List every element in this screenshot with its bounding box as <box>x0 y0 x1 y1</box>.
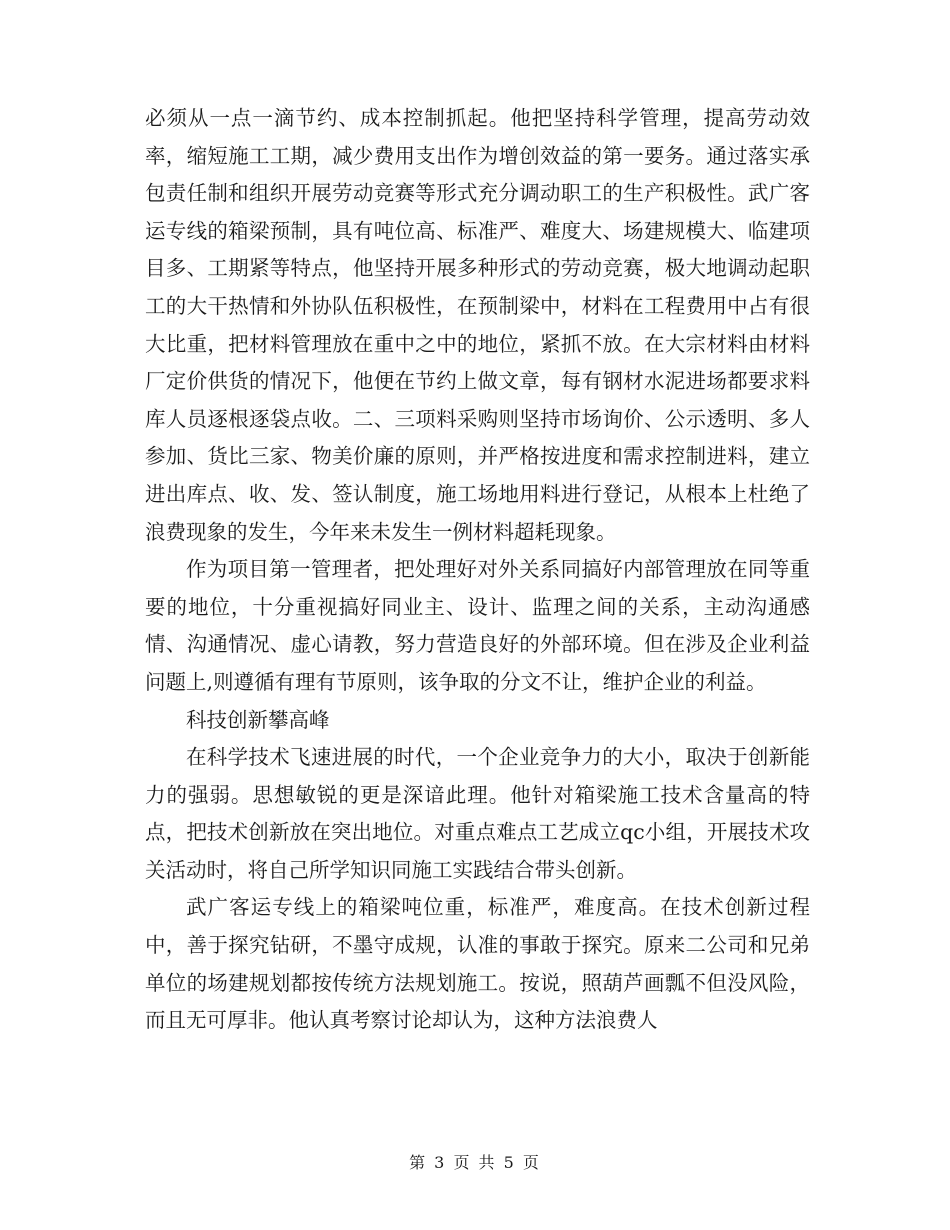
section-heading: 科技创新攀高峰 <box>186 707 330 732</box>
document-body <box>145 100 810 1040</box>
paragraph-cost-control: 必须从一点一滴节约、成本控制抓起。他把坚持科学管理，提高劳动效率，缩短施工工期，减少费用支出作为增创效益的第一要务。通过落实承包责任制和组织开展劳动竞赛等形式充分调动职工的生产积极性。武广客运专线的箱梁预制，具有吨位高、标准严、难度大、场建规模大、临建项目多、工期紧等特点，他坚持开展多种形式的劳动竞赛，极大地调动起职工的大干热情和外协队伍积极性，在预制梁中，材料在工程费用中占有很大比重，把材料管理放在重中之中的地位，紧抓不放。在大宗材料由材料厂定价供货的情况下，他便在节约上做文章，每有钢材水泥进场都要求料库人员逐根逐袋点收。二、三项料采购则坚持市场询价、公示透明、多人参加、货比三家、物美价廉的原则，并严格按进度和需求控制进料，建立进出库点、收、发、签认制度，施工场地用料进行登记，从根本上杜绝了浪费现象的发生，今年来未发生一例材料超耗现象。 <box>145 106 810 544</box>
paragraph-external-relations: 作为项目第一管理者，把处理好对外关系同搞好内部管理放在同等重要的地位，十分重视搞好同业主、设计、监理之间的关系，主动沟通感情、沟通情况、虚心请教，努力营造良好的外部环境。但在涉及企业利益问题上,则遵循有理有节原则，该争取的分文不让，维护企业的利益。 <box>145 557 810 694</box>
paragraph-box-girder: 武广客运专线上的箱梁吨位重，标准严，难度高。在技术创新过程中，善于探究钻研，不墨守成规，认准的事敢于探究。原来二公司和兄弟单位的场建规划都按传统方法规划施工。按说，照葫芦画瓢不但没风险，而且无可厚非。他认真考察讨论却认为，这种方法浪费人 <box>145 895 810 1033</box>
paragraph-tech-innovation: 在科学技术飞速进展的时代，一个企业竞争力的大小，取决于创新能力的强弱。思想敏锐的更是深谙此理。他针对箱梁施工技术含量高的特点，把技术创新放在突出地位。对重点难点工艺成立qc小组，开展技术攻关活动时，将自己所学知识同施工实践结合带头创新。 <box>145 745 810 882</box>
page-number-footer: 第 3 页 共 5 页 <box>409 1153 541 1172</box>
